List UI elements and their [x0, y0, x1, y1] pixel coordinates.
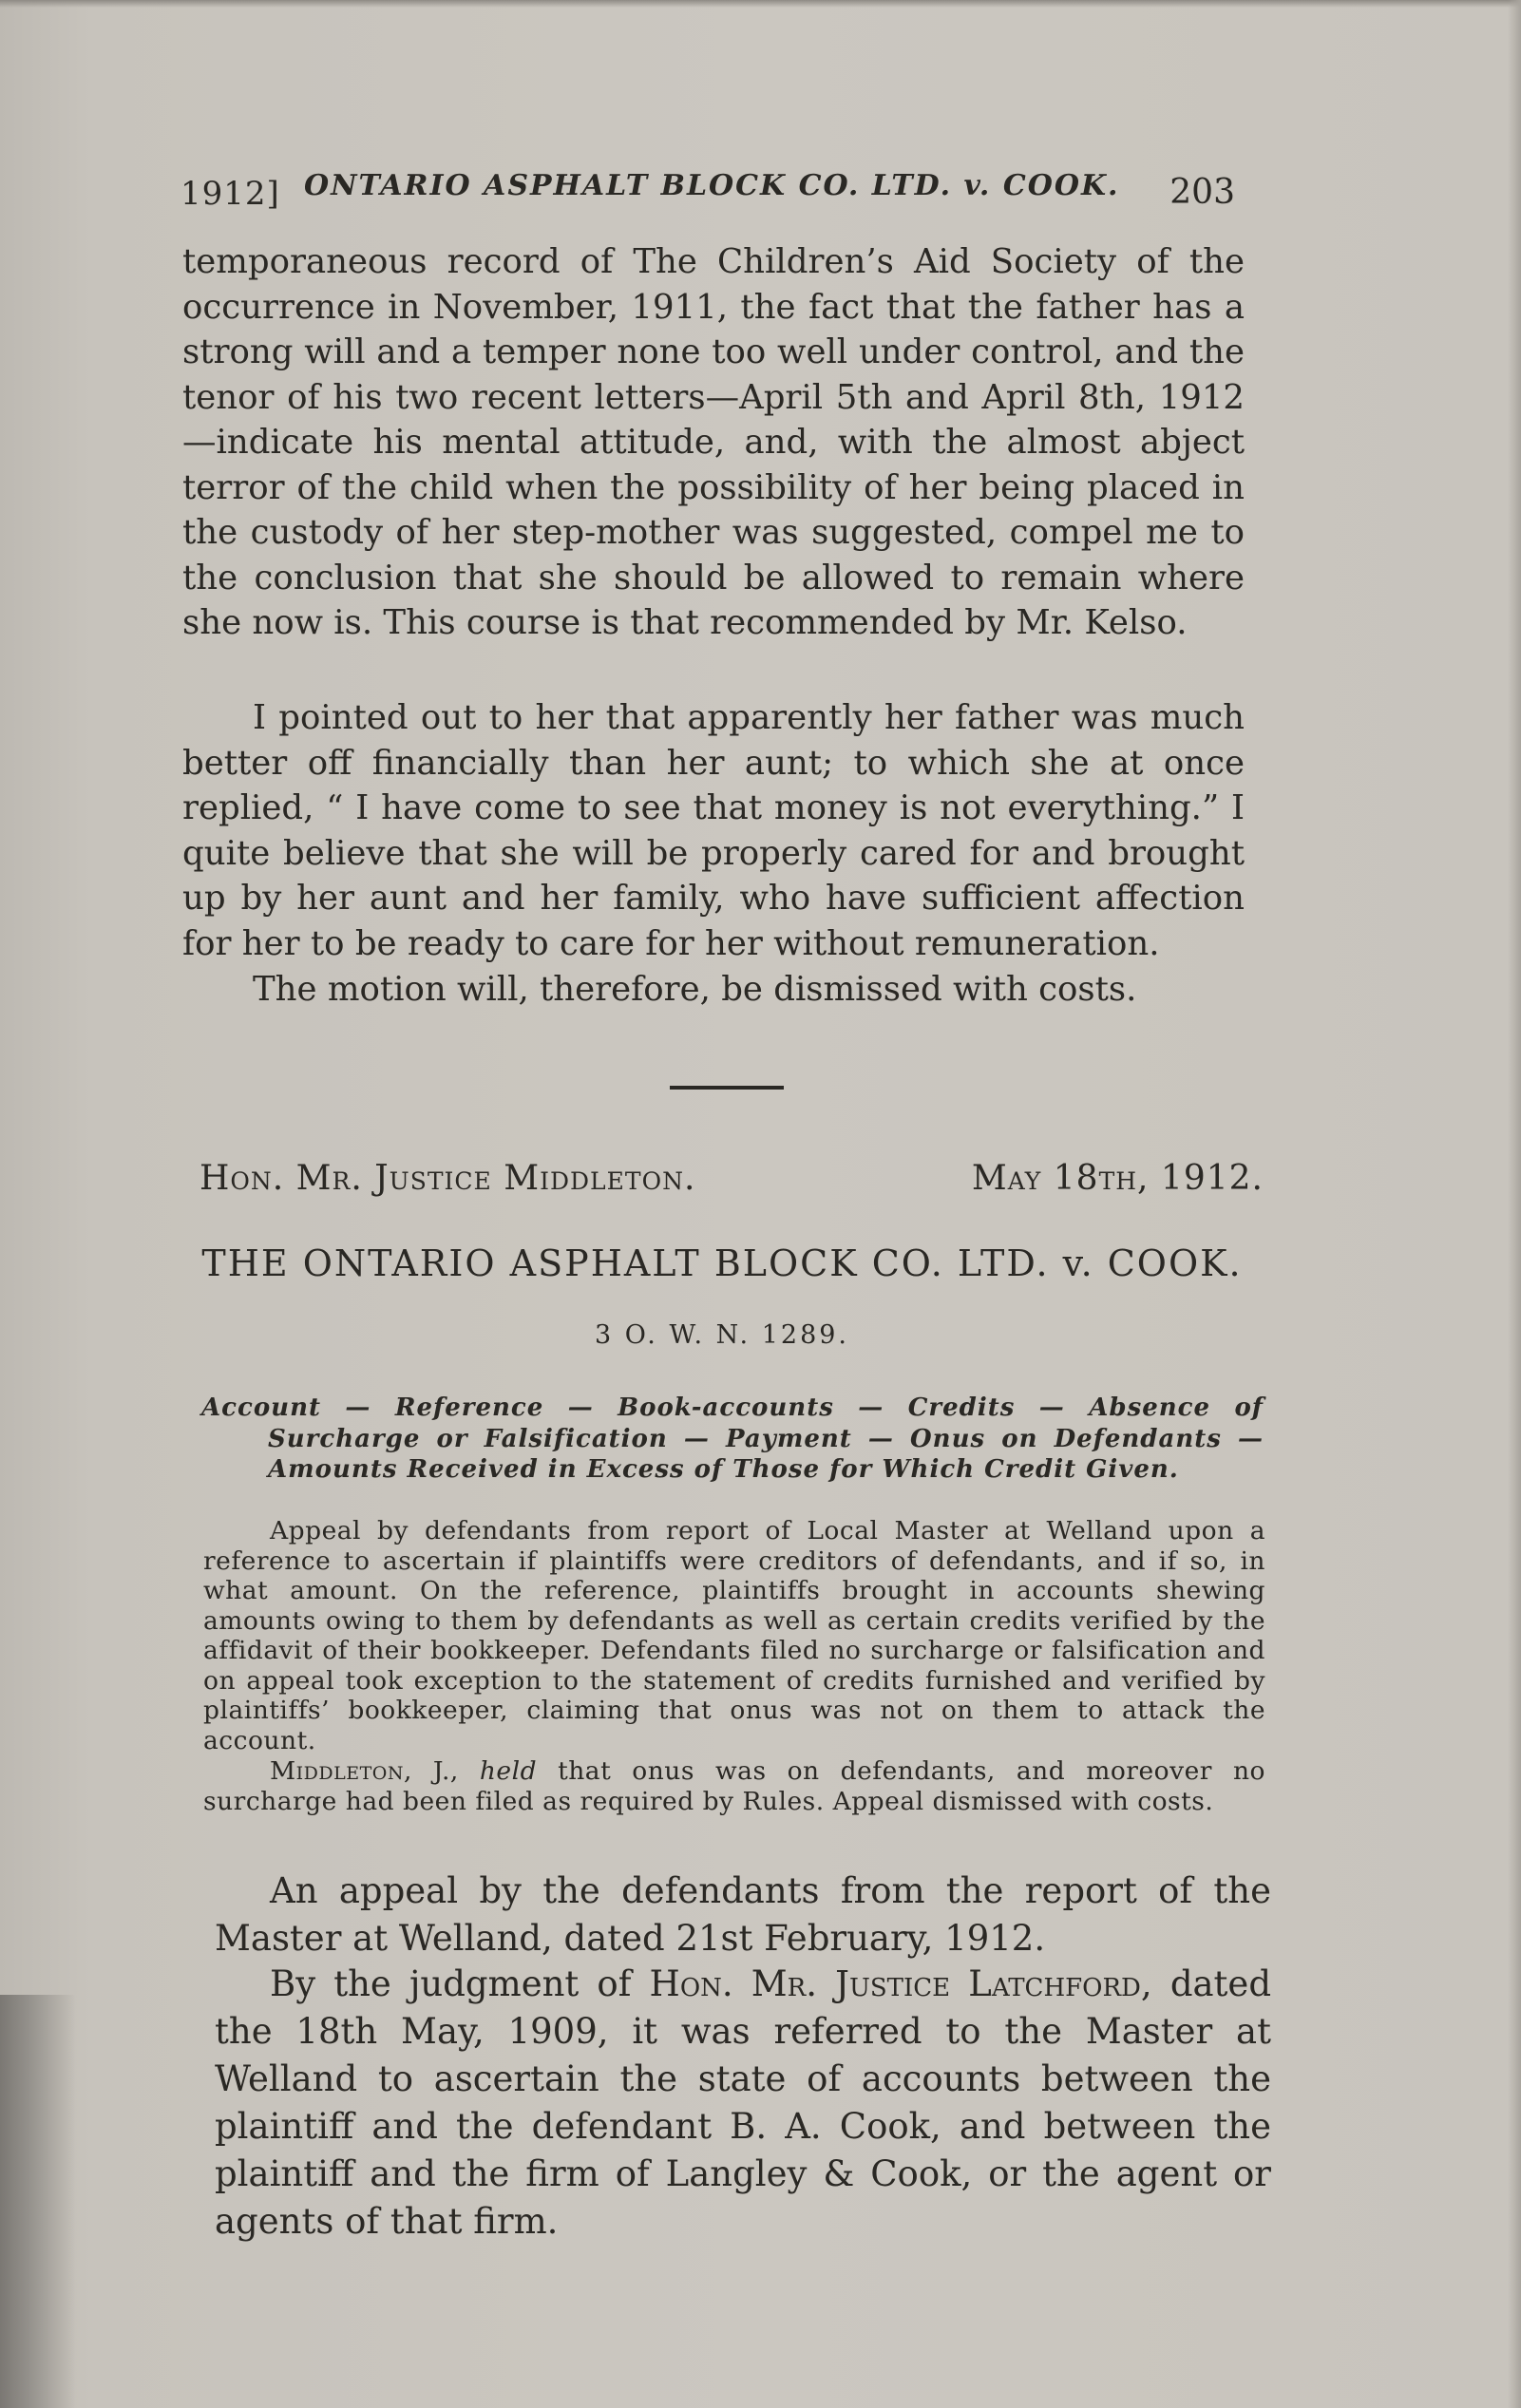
opening-paragraph-1: temporaneous record of The Children’s Aid Society of the occurrence in November, 1911, the fact that the father has a strong will and a temper none too well under control, and the tenor of his two recent letters—April 5th and April 8th, 1912—indicate his mental attitude, and, with the almost abject terror of the child when the possibility of her being placed in the custody of her step-mother was suggested, compel me to the conclusion that she should be allowed to remain where she now is. This course is that recommended by Mr. Kelso.: [182, 242, 1245, 642]
decision-date: May 18th, 1912.: [971, 1159, 1264, 1198]
page-number: 203: [1169, 173, 1235, 212]
body-paragraph-1: An appeal by the defendants from the report of the Master at Welland, dated 21st February, 1912.: [215, 1870, 1271, 1959]
running-head-year: 1912]: [181, 175, 280, 213]
page-top-edge: [0, 0, 1521, 8]
summary-paragraph-1: Appeal by defendants from report of Local Master at Welland upon a reference to ascertain if plaintiffs were creditors of defendants, and if so, in what amount. On the reference, plaintiffs brought in accounts shewing amounts owing to them by defendants as well as certain credits verified by the affidavit of their bookkeeper. Defendants filed no surcharge or falsification and on appeal took exception to the statement of credits furnished and verified by plaintiffs’ bookkeeper, claiming that onus was not on them to attack the account.: [203, 1516, 1265, 1755]
judge-date-line: [200, 1159, 1264, 1204]
body-2-judge: Hon. Mr. Justice Latchford,: [649, 1963, 1152, 2004]
binding-shadow: [0, 1995, 76, 2408]
summary-held: held: [479, 1756, 538, 1786]
running-head-title: ONTARIO ASPHALT BLOCK CO. LTD. v. COOK.: [304, 169, 1120, 202]
page-right-edge: [1508, 0, 1521, 2408]
summary-paragraph-2: [203, 1756, 1265, 1816]
section-divider: [670, 1086, 784, 1090]
headnote-text: Account — Reference — Book-accounts — Credits — Absence of Surcharge or Falsification — Payment — Onus on Defendants — Amounts Received in Excess of Those for Which Credit Given.: [201, 1394, 1264, 1484]
body-2-start: By the judgment of: [270, 1963, 632, 2004]
case-title: THE ONTARIO ASPHALT BLOCK CO. LTD. v. COOK.: [201, 1242, 1243, 1284]
opening-paragraph-2: I pointed out to her that apparently her father was much better off financially than her aunt; to which she at once replied, “ I have come to see that money is not everything.” I quite believe that she will be properly cared for and brought up by her aunt and her family, who have sufficient affection for her to be ready to care for her without remuneration.: [182, 698, 1245, 963]
body-paragraph-2: [215, 1961, 1271, 2246]
body-2-rest: dated the 18th May, 1909, it was referred to the Master at Welland to ascertain the state of accounts between the plaintiff and the defendant B. A. Cook, and between the plaintiff and the firm of Langley & Cook, or the agent or agents of that firm.: [215, 1963, 1272, 2242]
running-head: [181, 169, 1235, 217]
headnote: [201, 1393, 1264, 1486]
case-citation: 3 O. W. N. 1289.: [594, 1320, 850, 1350]
opening-paragraph-3: The motion will, therefore, be dismissed with costs.: [253, 970, 1137, 1009]
summary-rest: that onus was on defendants, and moreover no surcharge had been filed as required by Rules. Appeal dismissed with costs.: [203, 1756, 1265, 1816]
judge-name: Hon. Mr. Justice Middleton.: [200, 1159, 696, 1198]
summary-judge: Middleton, J.,: [270, 1756, 459, 1786]
